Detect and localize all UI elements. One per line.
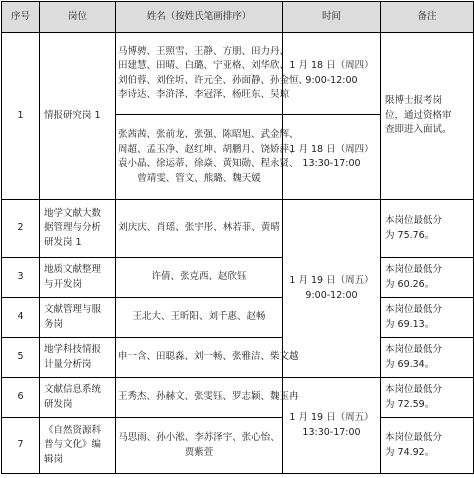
time-range: 9:00-12:00 xyxy=(305,74,358,86)
names-line: 刘伯蓉、刘佺圻、许元全、孙面静、孙金恒、 xyxy=(118,74,309,86)
post-line: 据管理与分析 xyxy=(44,222,102,234)
remark-line: 限博士报考岗 xyxy=(385,95,443,107)
interview-time xyxy=(283,33,381,115)
table-row xyxy=(2,418,474,474)
names-line: 刘庆庆、肖瑶、张宇彤、林若菲、黄晴 xyxy=(118,222,280,234)
table-row xyxy=(2,338,474,378)
row-number: 3 xyxy=(2,258,40,298)
post-line: 地质文献整理 xyxy=(44,264,102,275)
table-row xyxy=(2,258,474,298)
remark xyxy=(381,378,474,418)
post-line: 研发岗 1 xyxy=(44,236,82,248)
names-line: 马思雨、孙小淞、李苏泽宇、张心怡、 xyxy=(118,432,280,443)
header-row xyxy=(2,2,474,33)
post-name xyxy=(40,338,116,378)
header-note: 备注 xyxy=(381,2,474,33)
table-row xyxy=(2,378,474,418)
post-name xyxy=(40,200,116,258)
time-date: 1 月 19 日（周五） xyxy=(289,412,374,423)
remark-line: 查即进入面试。 xyxy=(385,124,452,136)
post-name xyxy=(40,298,116,338)
time-date: 1 月 18 日（周四） xyxy=(289,143,374,155)
header-no: 序号 xyxy=(2,2,40,33)
post-line: 《自然资源科 xyxy=(44,424,102,436)
names-line: 马博骋、王照雪、王静、方朋、田力丹、 xyxy=(118,45,290,57)
row-number: 7 xyxy=(2,418,40,474)
names-line: 周超、孟玉净、赵红坤、胡鹏月、饶娇萍、 xyxy=(118,143,299,155)
remark-line: 为 69.13。 xyxy=(385,318,435,330)
names-line: 袁小晶、徐运蒂、徐焱、黄知勋、程永贤、 xyxy=(118,158,299,169)
time-date: 1 月 19 日（周五） xyxy=(289,275,374,286)
candidate-names xyxy=(116,200,283,258)
remark-line: 本岗位最低分 xyxy=(385,304,443,315)
post-line: 务岗 xyxy=(44,318,64,330)
remark-line: 位，通过资格审 xyxy=(385,109,452,121)
candidate-names xyxy=(116,258,283,298)
post-line: 文献管理与服 xyxy=(44,304,102,315)
candidate-names xyxy=(116,418,283,474)
post-name xyxy=(40,258,116,298)
row-number: 1 xyxy=(2,33,40,200)
names-line: 李诗达、李浒泽、李冠泽、杨旺东、吴琼 xyxy=(118,89,290,100)
time-range: 13:30-17:00 xyxy=(302,158,361,169)
post-line: 辑岗 xyxy=(44,453,64,465)
post-name xyxy=(40,418,116,474)
post-line: 研发岗 xyxy=(44,398,73,410)
table-row xyxy=(2,200,474,258)
time-range: 9:00-12:00 xyxy=(305,289,358,301)
interview-time xyxy=(283,115,381,200)
candidate-names xyxy=(116,338,299,378)
remark-line: 为 60.26。 xyxy=(385,278,435,290)
names-line: 许倩、张克西、赵欣钰 xyxy=(151,271,247,283)
remark xyxy=(381,338,474,378)
post-line: 计量分析岗 xyxy=(44,358,92,370)
header-post: 岗位 xyxy=(40,2,116,33)
candidate-names xyxy=(116,378,299,418)
remark-line: 为 75.76。 xyxy=(385,229,435,241)
names-line: 贾紫萱 xyxy=(184,446,214,458)
remark-line: 本岗位最低分 xyxy=(385,215,443,226)
candidate-names xyxy=(116,115,299,200)
remark-line: 为 69.34。 xyxy=(385,358,435,370)
post-line: 地学文献大数 xyxy=(44,207,102,219)
names-line: 申一含、田聪淼、刘一畅、张雅洁、柴文越 xyxy=(118,351,299,363)
remark xyxy=(381,200,474,258)
names-line: 王北大、王昕阳、刘千惠、赵畅 xyxy=(132,311,266,323)
post-name xyxy=(40,378,116,418)
row-number: 5 xyxy=(2,338,40,378)
post-line: 文献信息系统 xyxy=(44,384,102,395)
header-time: 时间 xyxy=(283,2,381,33)
remark-line: 本岗位最低分 xyxy=(385,384,443,395)
remark-line: 为 74.92。 xyxy=(385,446,435,458)
row-number: 6 xyxy=(2,378,40,418)
time-date: 1 月 18 日（周四） xyxy=(289,60,374,71)
table-row xyxy=(2,298,474,338)
remark xyxy=(381,258,474,298)
row-number: 4 xyxy=(2,298,40,338)
names-line: 王秀杰、孙赫文、张雯钰、罗志颖、魏玉冉 xyxy=(118,391,299,403)
interview-schedule-table xyxy=(1,1,474,474)
post-line: 普与文化》编 xyxy=(44,439,102,451)
row-number: 2 xyxy=(2,200,40,258)
remark-line: 本岗位最低分 xyxy=(385,344,443,355)
names-line: 田建慧、田晴、白璐、宁亚格、刘华欣、 xyxy=(118,60,290,71)
remark xyxy=(381,418,474,474)
remark-line: 为 72.59。 xyxy=(385,398,435,410)
post-line: 与开发岗 xyxy=(44,278,83,290)
remark-line: 本岗位最低分 xyxy=(385,264,443,275)
time-range: 13:30-17:00 xyxy=(302,426,361,438)
remark xyxy=(381,298,474,338)
post-name xyxy=(40,33,116,200)
header-names: 姓名（按姓氏笔画排序） xyxy=(116,2,283,33)
names-line: 曾靖雯、管文、熊璐、魏天媛 xyxy=(137,172,261,184)
remark-line: 本岗位最低分 xyxy=(385,432,443,443)
candidate-names xyxy=(116,298,283,338)
post-line: 情报研究岗 1 xyxy=(44,109,101,121)
remark xyxy=(381,33,474,200)
table-row xyxy=(2,33,474,115)
post-line: 地学科技情报 xyxy=(44,344,102,355)
candidate-names xyxy=(116,33,309,115)
names-line: 张茜茜、张前龙、张强、陈昭旭、武金辉、 xyxy=(118,129,299,140)
